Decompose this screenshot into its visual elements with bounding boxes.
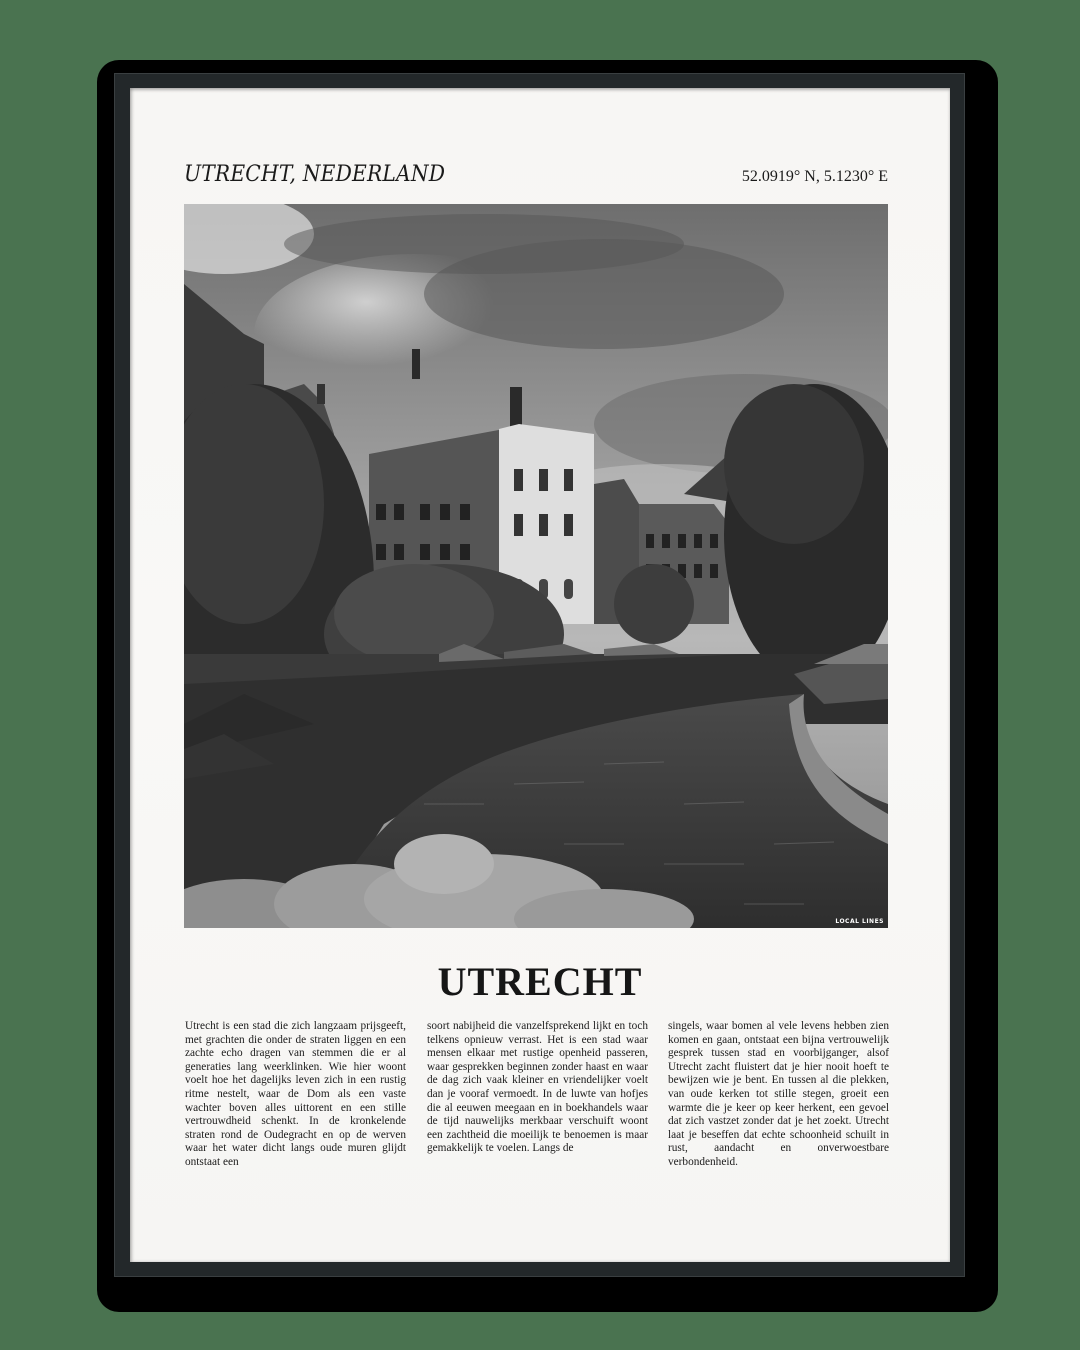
photo-watermark: LOCAL LINES bbox=[835, 918, 884, 925]
canal-photo-illustration bbox=[184, 204, 888, 928]
body-text-column-1: Utrecht is een stad die zich langzaam prijsgeeft, met grachten die onder de straten liggen en een zachte echo dragen van stemmen die er al generaties lang weerklinken. Wie hier woont voelt hoe het dagelijks leven zich in een rustig ritme nestelt, waar de Dom als een vaste wachter boven alles uittorent en een stille vertrouwdheid schenkt. In de kronkelende straten rond de Oudegracht en op de werven waar het water dicht langs oude muren glijdt ontstaat een bbox=[185, 1020, 406, 1168]
coordinates-label: 52.0919° N, 5.1230° E bbox=[741, 168, 888, 185]
poster-title: UTRECHT bbox=[437, 959, 643, 1004]
body-text-column-2: soort nabijheid die vanzelfsprekend lijkt en toch telkens opnieuw verrast. Het is een stad waar mensen elkaar met rustige openheid passeren, waar gesprekken beginnen zonder haast en waar de dag zich vaak kleiner en vriendelijker voelt dan je vooraf vermoedt. In de luwte van hofjes die al eeuwen meegaan en in boekhandels waar de tijd nauwelijks merkbaar verschuift woont een zachtheid die moeilijk te benoemen is maar gemakkelijk te voelen. Langs de bbox=[427, 1020, 648, 1155]
body-text-column-3: singels, waar bomen al vele levens hebben zien komen en gaan, ontstaat een bijna vertrouwelijk gesprek tussen stad en voorbijganger, alsof Utrecht zacht fluistert dat je hier nooit hoeft te bewijzen wie je bent. En tussen al die plekken, van oude kerken tot stille stegen, groeit een warmte die je keer op keer herkent, een gevoel dat zich vastzet zonder dat je het zoekt. Utrecht laat je beseffen dat echte schoonheid schuilt in rust, aandacht en onverwoestbare verbondenheid. bbox=[668, 1020, 889, 1168]
city-photo bbox=[184, 204, 888, 928]
location-label: UTRECHT, NEDERLAND bbox=[184, 162, 446, 187]
